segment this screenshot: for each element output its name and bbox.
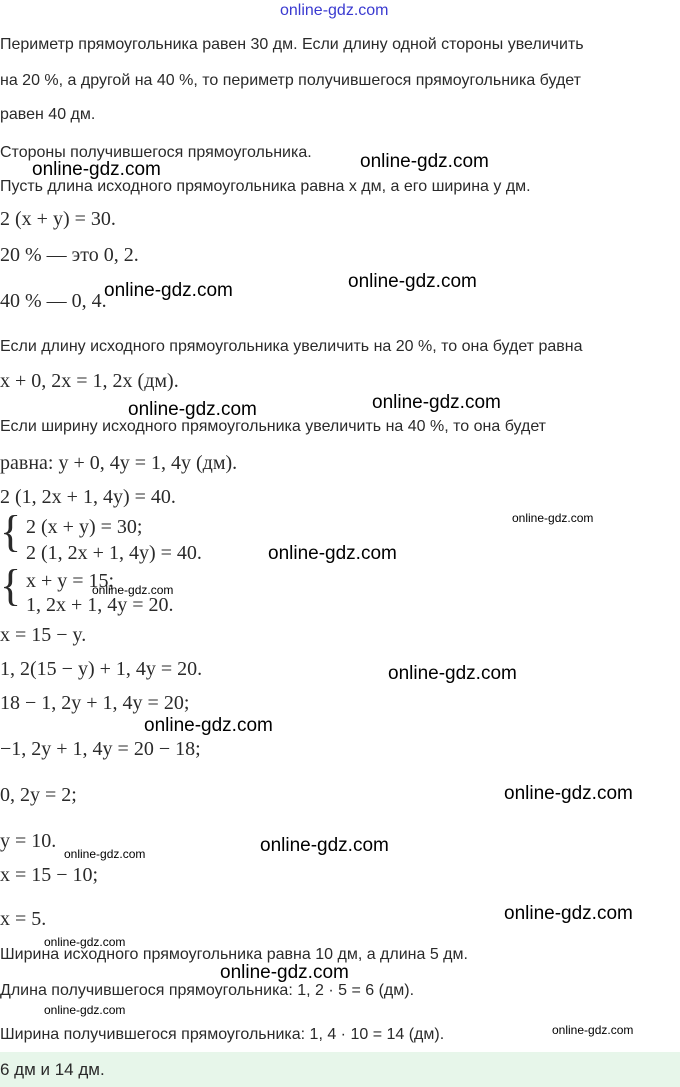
- solution-line: Если ширину исходного прямоугольника увеличить на 40 %, то она будет: [0, 418, 547, 435]
- solution-line: Ширина получившегося прямоугольника: 1, 4 · 10 = 14 (дм).: [0, 1026, 445, 1043]
- problem-line-2: на 20 %, а другой на 40 %, то периметр получившегося прямоугольника будет: [0, 72, 581, 89]
- watermark: online-gdz.com: [128, 399, 257, 420]
- watermark: online-gdz.com: [372, 392, 501, 413]
- watermark: online-gdz.com: [260, 835, 389, 856]
- answer-box: [0, 1052, 680, 1087]
- problem-line-3: равен 40 дм.: [0, 106, 96, 123]
- solution-line: Ширина исходного прямоугольника равна 10 дм, а длина 5 дм.: [0, 946, 468, 963]
- equation: 2 (1, 2x + 1, 4y) = 40.: [0, 486, 176, 508]
- equation: y = 10.: [0, 830, 57, 852]
- watermark: online-gdz.com: [504, 903, 633, 924]
- watermark: online-gdz.com: [360, 151, 489, 172]
- equation: x = 15 − y.: [0, 624, 87, 646]
- watermark: online-gdz.com: [388, 663, 517, 684]
- equation: 20 % — это 0, 2.: [0, 244, 139, 266]
- watermark: online-gdz.com: [92, 583, 174, 597]
- watermark: online-gdz.com: [32, 159, 161, 180]
- equation: 0, 2y = 2;: [0, 784, 77, 806]
- watermark: online-gdz.com: [44, 935, 126, 949]
- equation: 1, 2(15 − y) + 1, 4y = 20.: [0, 658, 203, 680]
- system-equation: 2 (1, 2x + 1, 4y) = 40.: [26, 542, 202, 564]
- equation: x = 5.: [0, 908, 47, 930]
- watermark: online-gdz.com: [552, 1023, 634, 1037]
- equation: 18 − 1, 2y + 1, 4y = 20;: [0, 692, 190, 714]
- watermark: online-gdz.com: [348, 271, 477, 292]
- problem-line-1: Периметр прямоугольника равен 30 дм. Если длину одной стороны увеличить: [0, 36, 584, 53]
- watermark: online-gdz.com: [44, 1003, 126, 1017]
- watermark: online-gdz.com: [220, 962, 349, 983]
- solution-heading: Стороны получившегося прямоугольника.: [0, 144, 312, 161]
- system-equation: 1, 2x + 1, 4y = 20.: [26, 594, 174, 616]
- watermark: online-gdz.com: [104, 280, 233, 301]
- system-equation: 2 (x + y) = 30;: [26, 516, 143, 538]
- watermark: online-gdz.com: [144, 715, 273, 736]
- solution-line: Длина получившегося прямоугольника: 1, 2 · 5 = 6 (дм).: [0, 982, 415, 999]
- equation: равна: y + 0, 4y = 1, 4y (дм).: [0, 452, 238, 474]
- solution-line: Если длину исходного прямоугольника увеличить на 20 %, то она будет равна: [0, 338, 583, 355]
- system-brace: {: [0, 507, 22, 556]
- watermark: online-gdz.com: [504, 783, 633, 804]
- equation: 40 % — 0, 4.: [0, 290, 107, 312]
- solution-line: Пусть длина исходного прямоугольника равна x дм, а его ширина y дм.: [0, 178, 531, 195]
- watermark: online-gdz.com: [64, 847, 146, 861]
- answer-text: 6 дм и 14 дм.: [0, 1060, 105, 1079]
- equation: −1, 2y + 1, 4y = 20 − 18;: [0, 738, 201, 760]
- system-equation: x + y = 15;: [26, 570, 115, 592]
- equation: 2 (x + y) = 30.: [0, 208, 116, 230]
- watermark: online-gdz.com: [512, 511, 594, 525]
- equation: x + 0, 2x = 1, 2x (дм).: [0, 370, 179, 392]
- header-watermark: online-gdz.com: [280, 2, 389, 19]
- equation: x = 15 − 10;: [0, 864, 99, 886]
- watermark: online-gdz.com: [268, 543, 397, 564]
- system-brace: {: [0, 561, 22, 610]
